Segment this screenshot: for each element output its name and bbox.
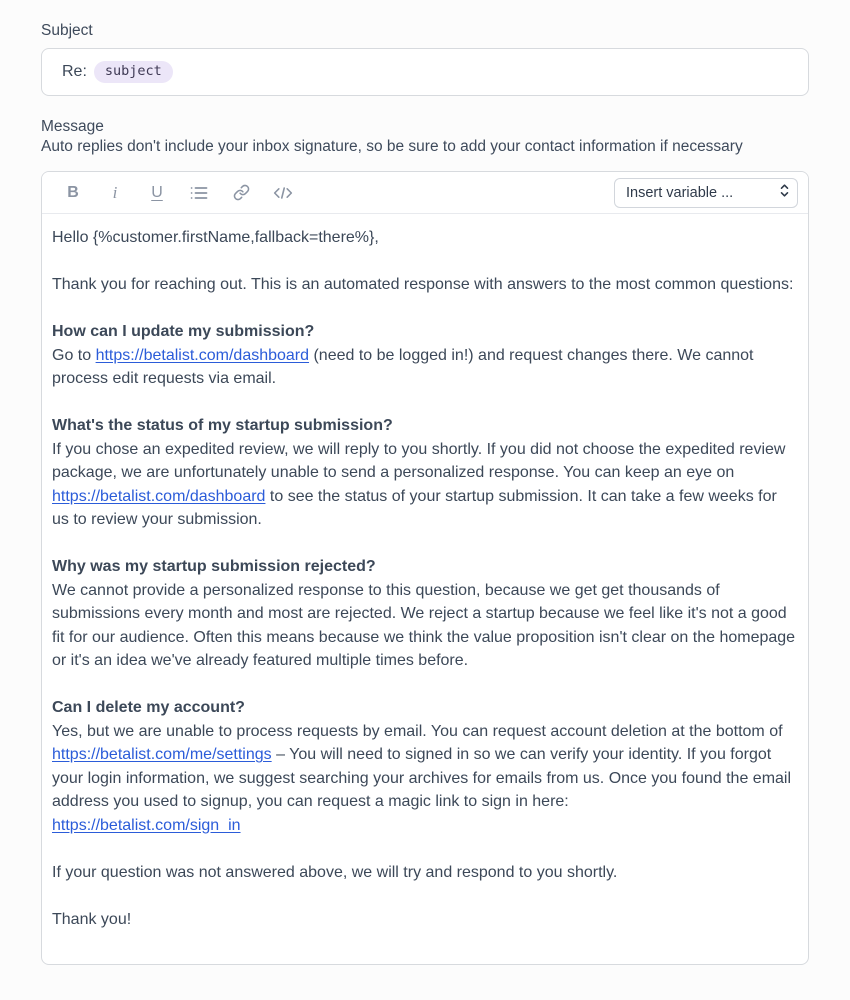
code-icon xyxy=(273,185,293,201)
underline-icon: U xyxy=(151,183,163,201)
insert-variable-select[interactable] xyxy=(614,178,798,208)
editor-link[interactable]: https://betalist.com/dashboard xyxy=(95,346,310,364)
link-icon xyxy=(233,184,250,201)
editor-text: Thank you for reaching out. This is an automated response with answers to the most common questions: xyxy=(52,276,794,293)
editor-toolbar xyxy=(42,172,808,214)
italic-button[interactable] xyxy=(94,178,136,208)
subject-input[interactable] xyxy=(41,48,809,96)
editor-paragraph xyxy=(52,555,798,673)
editor-text: Yes, but we are unable to process requests by email. You can request account deletion at the bottom of xyxy=(52,722,783,740)
editor-text: Thank you! xyxy=(52,910,132,928)
editor-paragraph xyxy=(52,696,798,837)
bullet-list-button[interactable] xyxy=(178,178,220,208)
editor-text: (need to be logged in!) and request changes there. We cannot process edit requests via email. xyxy=(52,346,754,387)
bold-icon: B xyxy=(67,183,79,201)
subject-prefix: Re: xyxy=(62,63,87,80)
editor-link[interactable]: https://betalist.com/me/settings xyxy=(52,746,272,763)
editor-link[interactable]: https://betalist.com/sign_in xyxy=(52,816,241,834)
editor-paragraph xyxy=(52,861,798,885)
insert-variable-wrap xyxy=(614,178,798,208)
subject-variable-token[interactable]: subject xyxy=(94,61,173,84)
editor-paragraph xyxy=(52,226,798,250)
editor-bold-heading: Why was my startup submission rejected? xyxy=(52,558,376,575)
editor-bold-heading: What's the status of my startup submission? xyxy=(52,417,393,434)
subject-label: Subject xyxy=(41,22,93,39)
editor-paragraph xyxy=(52,908,798,932)
message-editor xyxy=(41,171,809,965)
editor-paragraph xyxy=(52,320,798,391)
underline-button[interactable] xyxy=(136,178,178,208)
italic-icon: i xyxy=(112,182,118,202)
editor-text: If you chose an expedited review, we will reply to you shortly. If you did not choose the expedited review package, we are unfortunately unable to send a personalized response. You can keep an eye on xyxy=(52,440,786,481)
bold-button[interactable] xyxy=(52,178,94,208)
editor-paragraph xyxy=(52,273,798,297)
editor-text: to see the status of your startup submission. It can take a few weeks for us to review your submission. xyxy=(52,487,777,528)
editor-text: – You will need to signed in so we can verify your identity. If you forgot your login information, we suggest searching your archives for emails from us. Once you found the email address you used to signup, you can request a magic link to sign in here: xyxy=(52,746,792,810)
editor-paragraph xyxy=(52,414,798,532)
link-button[interactable] xyxy=(220,178,262,208)
editor-bold-heading: Can I delete my account? xyxy=(52,699,245,716)
editor-link[interactable]: https://betalist.com/dashboard xyxy=(52,487,266,505)
editor-body[interactable] xyxy=(42,214,808,964)
editor-text: Go to xyxy=(52,346,96,364)
bullet-list-icon xyxy=(190,185,208,201)
editor-text: Hello {%customer.firstName,fallback=there%}, xyxy=(52,229,379,246)
editor-text: If your question was not answered above, we will try and respond to you shortly. xyxy=(52,863,618,881)
message-helper-text: Auto replies don't include your inbox signature, so be sure to add your contact information if necessary xyxy=(41,138,743,155)
message-label: Message xyxy=(41,118,104,135)
editor-text: We cannot provide a personalized response to this question, because we get get thousands of submissions every month and most are rejected. We reject a startup because we feel like it's not a good fit for our audience. Often this means because we think the value proposition isn't clear on the homepage or it's an idea we've already featured multiple times before. xyxy=(52,581,796,669)
editor-bold-heading: How can I update my submission? xyxy=(52,323,315,340)
code-button[interactable] xyxy=(262,178,304,208)
